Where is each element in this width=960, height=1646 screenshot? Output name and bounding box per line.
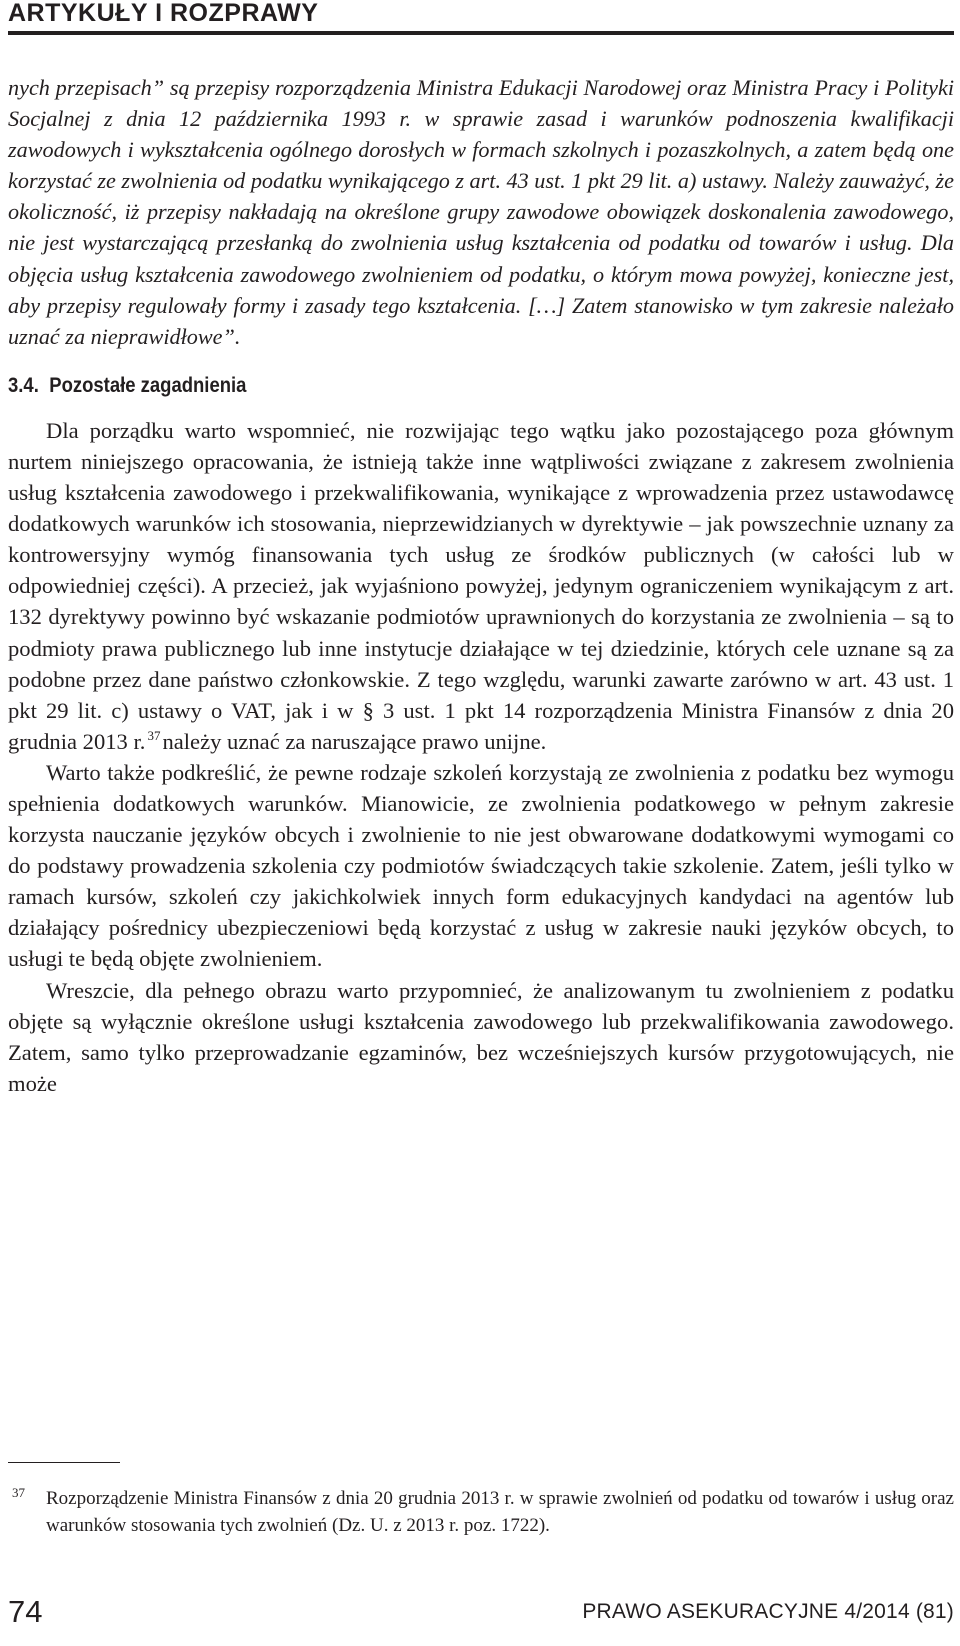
- page-number: 74: [8, 1594, 43, 1629]
- section-heading: [8, 372, 840, 400]
- footnote: [8, 1485, 954, 1539]
- body-paragraph-1: [8, 415, 954, 757]
- journal-title: PRAWO ASEKURACYJNE 4/2014 (81): [582, 1600, 954, 1623]
- article-body: [8, 72, 954, 1099]
- paragraph-1-continuation: należy uznać za naruszające prawo unijne.: [162, 728, 547, 754]
- footnote-number: 37: [12, 1485, 25, 1500]
- body-paragraph-2: Warto także podkreślić, że pewne rodzaje szkoleń korzystają ze zwolnienia z podatku bez wymogu spełnienia dodatkowych warunków. Mianowicie, ze zwolnienia podatkowego w pełnym zakresie korzysta nauczanie języków obcych i zwolnienie to nie jest obwarowane dodatkowymi wymogami co do podstawy prowadzenia szkolenia czy podmiotów świadczących takie szkolenie. Zatem, jeśli tylko w ramach kursów, szkoleń czy jakichkolwiek innych form edukacyjnych kandydaci na agentów lub działający pośrednicy ubezpieczeniowi będą korzystać z usług w zakresie nauki języków obcych, to usługi te będą objęte zwolnieniem.: [8, 759, 954, 972]
- quoted-ruling-paragraph: nych przepisach” są przepisy rozporządzenia Ministra Edukacji Narodowej oraz Ministra Pracy i Polityki Socjalnej z dnia 12 października 1993 r. w sprawie zasad i warunków podnoszenia kwalifikacji zawodowych i wykształcenia ogólnego dorosłych w formach szkolnych i pozaszkolnych, a zatem będą one korzystać ze zwolnienia od podatku wynikającego z art. 43 ust. 1 pkt 29 lit. a) ustawy. Należy zauważyć, że okoliczność, iż przepisy nakładają na określone grupy zawodowe obowiązek doskonalenia zawodowego, nie jest wystarczającą przesłanką do zwolnienia usług kształcenia od podatku od towarów i usług. Dla objęcia usług kształcenia zawodowego zwolnieniem od podatku, o którym mowa powyżej, konieczne jest, aby przepisy regulowały formy i zasady tego kształcenia. […] Zatem stanowisko w tym zakresie należało uznać za nieprawidłowe”.: [8, 75, 954, 349]
- body-paragraph-3: Wreszcie, dla pełnego obrazu warto przypomnieć, że analizowanym tu zwolnieniem z podatku objęte są wyłącznie określone usługi kształcenia zawodowego lub przekwalifikowania zawodowego. Zatem, samo tylko przeprowadzanie egzaminów, bez wcześniejszych kursów przygotowujących, nie może: [8, 977, 954, 1096]
- footnote-divider: [8, 1462, 120, 1463]
- page-footer: [8, 1592, 954, 1632]
- paragraph-1-text: Dla porządku warto wspomnieć, nie rozwijając tego wątku jako pozostającego poza głównym nurtem niniejszego opracowania, że istnieją także inne wątpliwości związane z zakresem zwolnienia usług kształcenia zawodowego i przekwalifikowania, wynikające z wprowadzenia przez ustawodawcę dodatkowych warunków ich stosowania, nieprzewidzianych w dyrektywie – jak powszechnie uznany za kontrowersyjny wymóg finansowania tych usług ze środków publicznych (w całości lub w odpowiedniej części). A przecież, jak wyjaśniono powyżej, jedynym ograniczeniem wynikającym z art. 132 dyrektywy powinno być wskazanie podmiotów uprawnionych do korzystania ze zwolnienia – są to podmioty prawa publicznego lub inne instytucje działające w tej dziedzinie, których cele uznane są za podobne przez dane państwo członkowskie. Z tego względu, warunki zawarte zarówno w art. 43 ust. 1 pkt 29 lit. c) ustawy o VAT, jak i w § 3 ust. 1 pkt 14 rozporządzenia Ministra Finansów z dnia 20 grudnia 2013 r.: [8, 417, 954, 754]
- section-number: 3.4.: [8, 373, 39, 397]
- footnote-text: Rozporządzenie Ministra Finansów z dnia 20 grudnia 2013 r. w sprawie zwolnień od podatku od towarów i usług oraz warunków stosowania tych zwolnień (Dz. U. z 2013 r. poz. 1722).: [46, 1488, 954, 1536]
- footnote-reference[interactable]: 37: [147, 727, 161, 743]
- section-label: ARTYKUŁY I ROZPRAWY: [8, 0, 319, 27]
- section-title: Pozostałe zagadnienia: [49, 373, 247, 397]
- running-header: [8, 0, 954, 35]
